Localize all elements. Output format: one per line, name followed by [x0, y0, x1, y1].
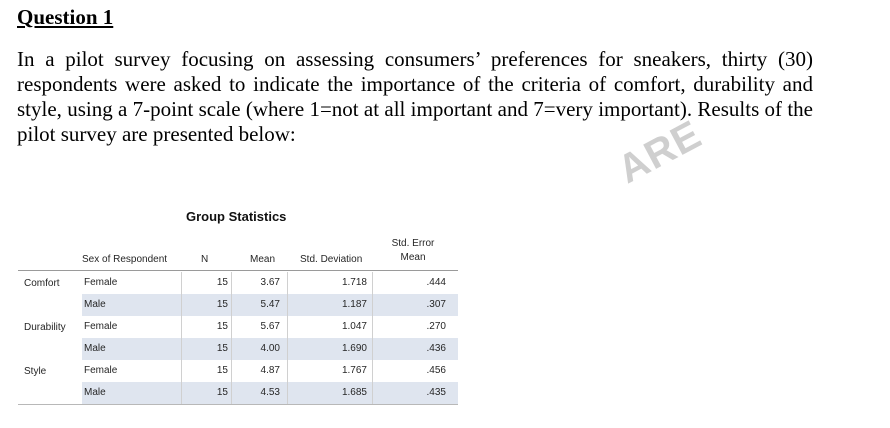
header-std-deviation: Std. Deviation	[300, 254, 363, 265]
cell-mean: 5.67	[260, 321, 280, 332]
cell-se: .444	[426, 277, 446, 288]
cell-mean: 4.00	[260, 343, 280, 354]
header-n: N	[201, 254, 209, 265]
cell-sd: 1.767	[341, 365, 367, 376]
watermark-text: ARE	[610, 112, 709, 193]
table-row	[82, 294, 458, 316]
group-label-durability: Durability	[24, 322, 66, 333]
cell-mean: 5.47	[260, 299, 280, 310]
cell-n: 15	[216, 387, 228, 398]
table-row	[82, 382, 458, 404]
cell-sd: 1.685	[341, 387, 367, 398]
group-statistics-table	[18, 232, 458, 408]
column-divider	[181, 272, 182, 404]
cell-sd: 1.047	[341, 321, 367, 332]
cell-sex: Female	[84, 277, 118, 288]
table-row	[82, 360, 458, 382]
header-mean: Mean	[250, 254, 276, 265]
column-divider	[287, 272, 288, 404]
table-row	[82, 338, 458, 360]
cell-se: .436	[426, 343, 446, 354]
cell-sex: Male	[84, 387, 106, 398]
question-heading: Question 1	[17, 5, 114, 29]
cell-sd: 1.718	[341, 277, 367, 288]
header-sex: Sex of Respondent	[82, 254, 168, 265]
cell-n: 15	[216, 365, 228, 376]
bottom-rule	[18, 404, 458, 405]
header-rule	[18, 270, 458, 271]
cell-sex: Male	[84, 299, 106, 310]
cell-mean: 4.53	[260, 387, 280, 398]
table-row	[82, 316, 458, 338]
cell-n: 15	[216, 299, 228, 310]
cell-n: 15	[216, 343, 228, 354]
table-title: Group Statistics	[186, 209, 287, 224]
header-std-error-2: Mean	[400, 252, 426, 263]
cell-mean: 3.67	[260, 277, 280, 288]
cell-se: .307	[426, 299, 446, 310]
cell-se: .456	[426, 365, 446, 376]
cell-sex: Female	[84, 321, 118, 332]
group-label-comfort: Comfort	[24, 278, 60, 289]
table-row	[82, 272, 458, 294]
header-std-error-1: Std. Error	[391, 238, 435, 249]
cell-sex: Female	[84, 365, 118, 376]
cell-sd: 1.690	[341, 343, 367, 354]
cell-se: .435	[426, 387, 446, 398]
cell-se: .270	[426, 321, 446, 332]
group-label-style: Style	[24, 366, 47, 377]
cell-mean: 4.87	[260, 365, 280, 376]
cell-n: 15	[216, 277, 228, 288]
column-divider	[372, 272, 373, 404]
cell-sex: Male	[84, 343, 106, 354]
column-divider	[231, 272, 232, 404]
cell-n: 15	[216, 321, 228, 332]
question-paragraph: In a pilot survey focusing on assessing consumers’ preferences for sneakers, thirty (30) respondents were asked to indicate the importance of the criteria of comfort, durability and style, using a 7-point scale (where 1=not at all important and 7=very important). Results of the pilot survey are presented below:	[17, 47, 813, 146]
cell-sd: 1.187	[341, 299, 367, 310]
